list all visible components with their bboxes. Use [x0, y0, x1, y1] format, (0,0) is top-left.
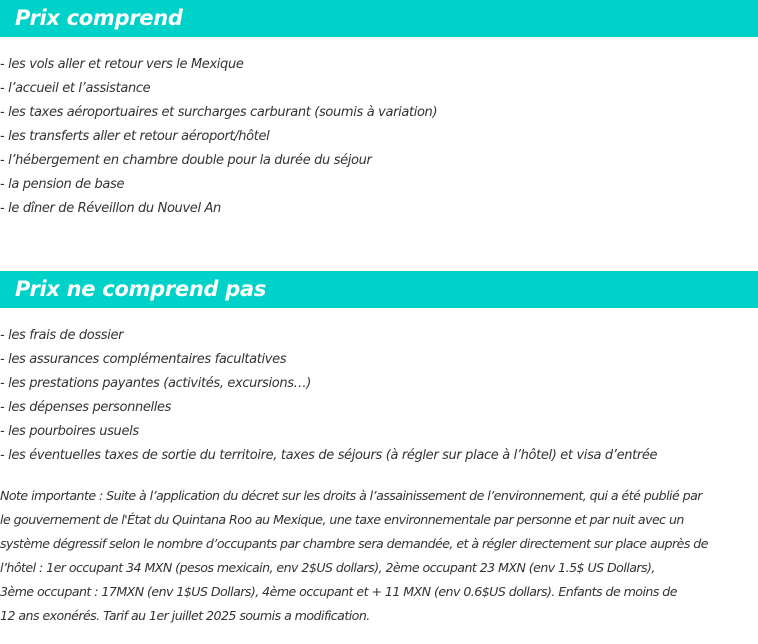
excluded-list [0, 324, 657, 468]
list-item: - les vols aller et retour vers le Mexique [0, 57, 244, 72]
list-item: - la pension de base [0, 177, 125, 192]
list-item: - l’accueil et l’assistance [0, 81, 151, 96]
note-line: le gouvernement de l'État du Quintana Roo au Mexique, une taxe environnementale par personne et par nuit avec un [0, 512, 684, 527]
included-section-title: Prix comprend [0, 0, 758, 37]
note-line: l’hôtel : 1er occupant 34 MXN (pesos mexicain, env 2$US dollars), 2ème occupant 23 MXN (env 1.5$ US Dollars), [0, 560, 655, 575]
excluded-section-title: Prix ne comprend pas [0, 271, 758, 308]
included-list [0, 53, 437, 221]
list-item: - les pourboires usuels [0, 424, 139, 439]
list-item: - les transferts aller et retour aéroport/hôtel [0, 129, 270, 144]
list-item: - l’hébergement en chambre double pour la durée du séjour [0, 153, 372, 168]
list-item: - les frais de dossier [0, 328, 124, 343]
important-note [0, 484, 758, 628]
list-item: - les taxes aéroportuaires et surcharges carburant (soumis à variation) [0, 105, 438, 120]
list-item: - les éventuelles taxes de sortie du territoire, taxes de séjours (à régler sur place à l’hôtel) et visa d’entrée [0, 448, 658, 463]
note-line: 12 ans exonérés. Tarif au 1er juillet 2025 soumis a modification. [0, 608, 370, 623]
list-item: - le dîner de Réveillon du Nouvel An [0, 201, 221, 216]
list-item: - les assurances complémentaires facultatives [0, 352, 287, 367]
list-item: - les dépenses personnelles [0, 400, 172, 415]
list-item: - les prestations payantes (activités, excursions…) [0, 376, 312, 391]
note-line: système dégressif selon le nombre d’occupants par chambre sera demandée, et à régler directement sur place auprès de [0, 536, 708, 551]
note-line: 3ème occupant : 17MXN (env 1$US Dollars), 4ème occupant et + 11 MXN (env 0.6$US dollars). Enfants de moins de [0, 584, 677, 599]
note-line: Note importante : Suite à l’application du décret sur les droits à l’assainissement de l’environnement, qui a été publié par [0, 488, 702, 503]
